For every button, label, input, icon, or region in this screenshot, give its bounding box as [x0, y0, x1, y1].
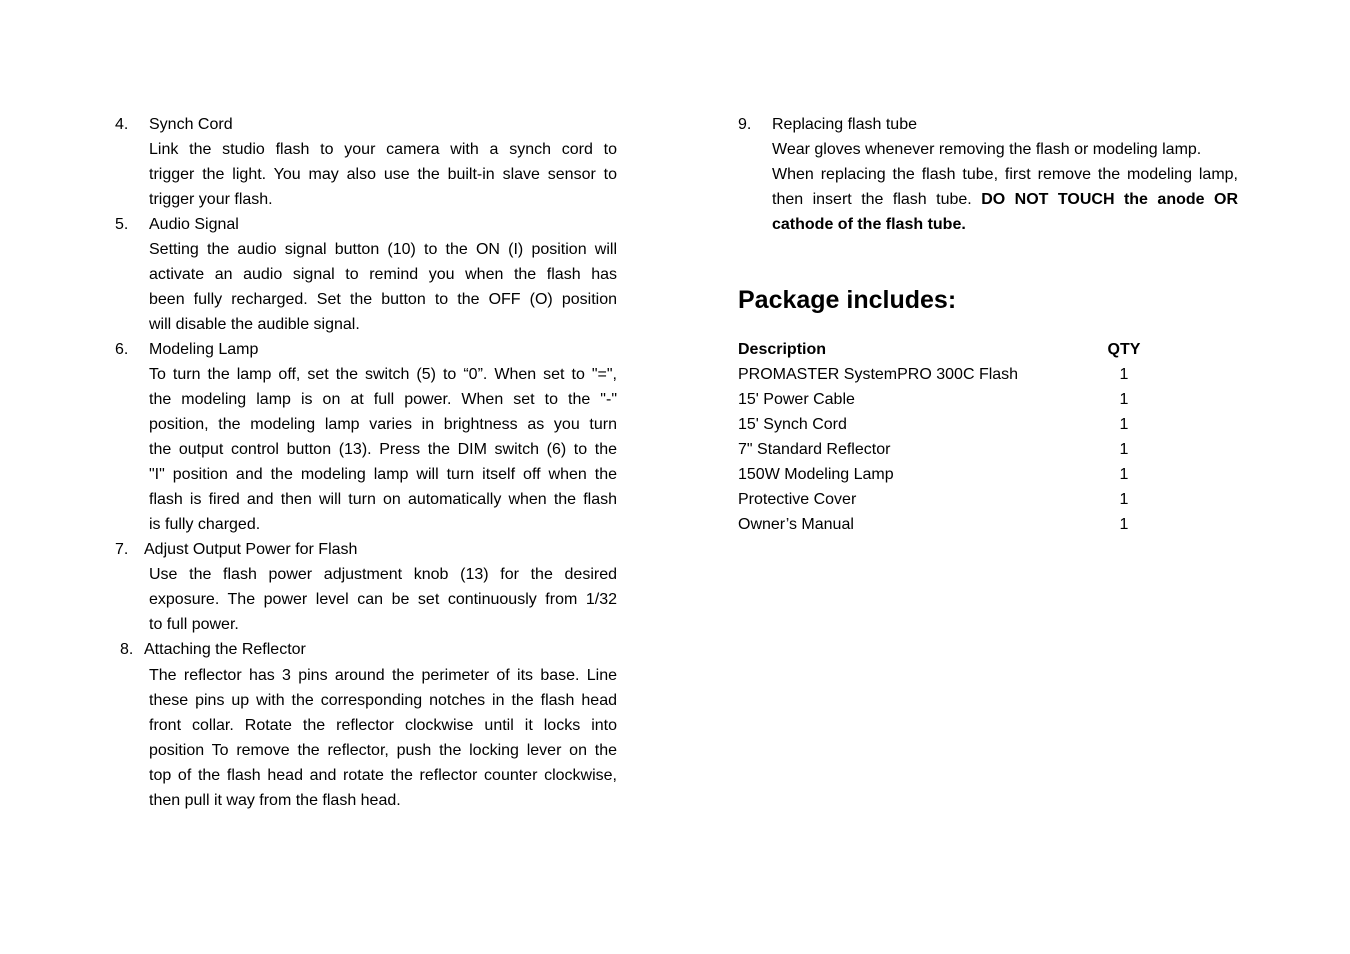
section-body	[149, 362, 617, 537]
warning-text: cathode of the flash tube.	[772, 216, 966, 233]
item-description: 15' Power Cable	[738, 391, 855, 408]
body-line: front collar. Rotate the reflector clockwise until it locks into	[149, 717, 617, 734]
item-description: Protective Cover	[738, 491, 857, 508]
package-table	[738, 337, 1178, 537]
warning-text: DO NOT TOUCH the anode OR	[981, 191, 1238, 208]
body-line: trigger the light. You may also use the built-in slave sensor to	[149, 166, 617, 183]
body-line: the modeling lamp is on at full power. When set to the "-"	[149, 391, 617, 408]
item-description: Owner’s Manual	[738, 516, 854, 533]
section-title: Synch Cord	[149, 116, 233, 133]
body-line: The reflector has 3 pins around the perimeter of its base. Line	[149, 667, 617, 684]
section-audio-signal	[115, 212, 617, 337]
section-heading	[115, 537, 617, 562]
item-qty: 1	[1119, 516, 1129, 533]
body-line: trigger your flash.	[149, 191, 273, 208]
body-line: Wear gloves whenever removing the flash or modeling lamp.	[772, 141, 1202, 158]
body-line: activate an audio signal to remind you when the flash has	[149, 266, 617, 283]
body-line: top of the flash head and rotate the reflector counter clockwise,	[149, 767, 617, 784]
left-column	[115, 112, 617, 813]
section-body	[149, 562, 617, 637]
section-heading	[115, 337, 617, 362]
column-header-qty: QTY	[1107, 341, 1141, 358]
body-line: then pull it way from the flash head.	[149, 792, 401, 809]
body-line: been fully recharged. Set the button to the OFF (O) position	[149, 291, 617, 308]
section-number: 8.	[120, 641, 134, 658]
table-row	[738, 412, 1178, 437]
body-line: When replacing the flash tube, first remove the modeling lamp,	[772, 166, 1238, 183]
table-row	[738, 512, 1178, 537]
package-title: Package includes:	[738, 286, 957, 314]
section-number: 4.	[115, 116, 129, 133]
section-title: Replacing flash tube	[772, 116, 917, 133]
item-qty: 1	[1119, 366, 1129, 383]
section-number: 9.	[738, 116, 752, 133]
section-number: 7.	[115, 541, 129, 558]
body-line: to full power.	[149, 616, 239, 633]
section-synch-cord	[115, 112, 617, 212]
section-replacing-flash-tube	[738, 112, 1238, 237]
section-title: Adjust Output Power for Flash	[144, 541, 358, 558]
body-line: "I" position and the modeling lamp will turn itself off when the	[149, 466, 617, 483]
section-heading	[115, 637, 617, 662]
body-text: then insert the flash tube.	[772, 191, 982, 208]
body-line: To turn the lamp off, set the switch (5) to “0”. When set to "=",	[149, 366, 617, 383]
section-body	[149, 237, 617, 337]
section-title: Modeling Lamp	[149, 341, 259, 358]
item-qty: 1	[1119, 466, 1129, 483]
section-body	[149, 137, 617, 212]
table-row	[738, 387, 1178, 412]
table-row	[738, 487, 1178, 512]
item-description: 7" Standard Reflector	[738, 441, 891, 458]
item-qty: 1	[1119, 416, 1129, 433]
item-description: 15' Synch Cord	[738, 416, 847, 433]
section-number: 6.	[115, 341, 129, 358]
section-modeling-lamp	[115, 337, 617, 537]
item-qty: 1	[1119, 491, 1129, 508]
body-line: position To remove the reflector, push the locking lever on the	[149, 742, 617, 759]
body-line: exposure. The power level can be set continuously from 1/32	[149, 591, 617, 608]
body-line: flash is fired and then will turn on automatically when the flash	[149, 491, 617, 508]
body-line: the output control button (13). Press the DIM switch (6) to the	[149, 441, 617, 458]
section-body	[149, 663, 617, 813]
section-heading	[115, 212, 617, 237]
body-line: Link the studio flash to your camera with a synch cord to	[149, 141, 617, 158]
right-column	[738, 112, 1238, 237]
item-qty: 1	[1119, 441, 1129, 458]
section-title: Attaching the Reflector	[144, 641, 306, 658]
table-row	[738, 437, 1178, 462]
item-qty: 1	[1119, 391, 1129, 408]
body-line: Use the flash power adjustment knob (13) for the desired	[149, 566, 617, 583]
table-row	[738, 462, 1178, 487]
item-description: PROMASTER SystemPRO 300C Flash	[738, 366, 1019, 383]
table-row	[738, 362, 1178, 387]
body-line: these pins up with the corresponding notches in the flash head	[149, 692, 617, 709]
body-line: position, the modeling lamp varies in brightness as you turn	[149, 416, 617, 433]
section-heading	[738, 112, 1238, 137]
body-line	[772, 187, 1238, 212]
body-line: Setting the audio signal button (10) to the ON (I) position will	[149, 241, 617, 258]
table-header-row	[738, 337, 1178, 362]
section-number: 5.	[115, 216, 129, 233]
section-title: Audio Signal	[149, 216, 239, 233]
section-heading	[115, 112, 617, 137]
body-line: is fully charged.	[149, 516, 261, 533]
section-adjust-output-power	[115, 537, 617, 637]
body-line: will disable the audible signal.	[149, 316, 360, 333]
column-header-description: Description	[738, 341, 827, 358]
section-body	[772, 137, 1238, 237]
section-attaching-reflector	[115, 637, 617, 813]
item-description: 150W Modeling Lamp	[738, 466, 894, 483]
